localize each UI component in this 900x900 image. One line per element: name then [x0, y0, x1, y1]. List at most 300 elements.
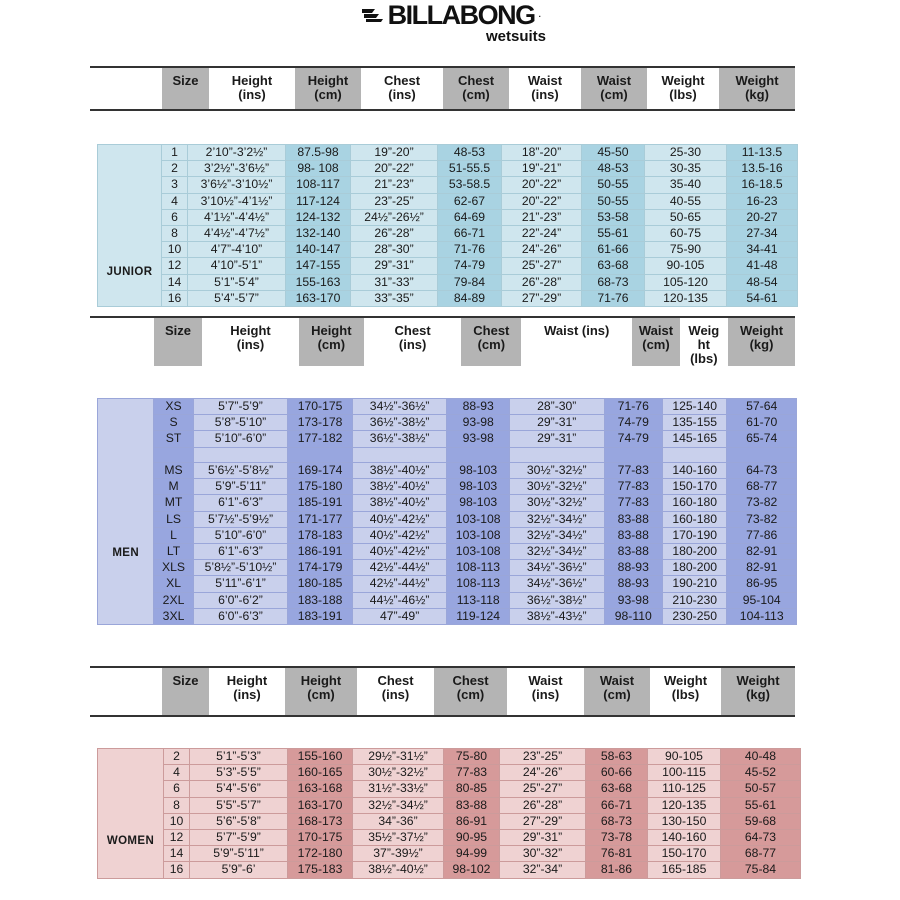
table-cell: 6’0”-6’3”	[193, 608, 288, 624]
table-cell: 68-77	[727, 479, 797, 495]
column-header-text: (ins)	[531, 687, 560, 702]
table-cell: 5’6”-5’8”	[190, 813, 288, 829]
table-cell: 108-113	[447, 576, 509, 592]
table-cell: 34-41	[727, 242, 798, 258]
table-cell: 23”-25”	[351, 193, 438, 209]
table-cell: 59-68	[721, 813, 801, 829]
table-cell: 53-58	[582, 209, 645, 225]
table-cell: 163-170	[286, 290, 351, 306]
table-cell: 165-185	[648, 862, 721, 878]
table-cell: 79-84	[438, 274, 502, 290]
table-cell: 48-53	[582, 161, 645, 177]
size-cell: XS	[154, 399, 193, 415]
column-header	[364, 318, 462, 366]
size-cell: 2	[162, 161, 188, 177]
table-cell: 55-61	[721, 797, 801, 813]
column-header	[521, 318, 632, 366]
table-cell: 77-83	[444, 765, 500, 781]
table-cell: 57-64	[727, 399, 797, 415]
table-cell: 13.5-16	[727, 161, 798, 177]
table-cell: 178-183	[288, 527, 352, 543]
table-cell: 18”-20”	[502, 145, 582, 161]
table-cell: 34”-36”	[353, 813, 444, 829]
table-cell: 68-73	[586, 813, 648, 829]
column-header	[299, 318, 364, 366]
column-header-text: (cm)	[477, 337, 506, 352]
table-cell: 180-200	[662, 560, 726, 576]
column-header	[632, 318, 679, 366]
table-cell: 26”-28”	[351, 226, 438, 242]
size-cell: 8	[162, 226, 188, 242]
column-header	[581, 68, 647, 109]
table-row	[98, 830, 801, 846]
table-cell: 100-115	[648, 765, 721, 781]
table-cell: 77-83	[604, 479, 662, 495]
size-cell: 3XL	[154, 608, 193, 624]
column-header	[461, 318, 521, 366]
table-cell: 16-18.5	[727, 177, 798, 193]
column-header-text: Size	[172, 673, 199, 688]
table-row	[98, 813, 801, 829]
table-cell: 37”-39½”	[353, 846, 444, 862]
column-header	[361, 68, 443, 109]
group-label: JUNIOR	[98, 145, 162, 307]
column-header	[162, 68, 209, 109]
table-cell: 98- 108	[286, 161, 351, 177]
column-header-text: Waist	[527, 73, 563, 88]
table-cell: 66-71	[586, 797, 648, 813]
column-header-text: (cm)	[456, 687, 485, 702]
table-cell: 90-95	[444, 830, 500, 846]
column-header-text: Size	[172, 73, 199, 88]
table-cell: 36½”-38½”	[509, 592, 604, 608]
table-cell: 35½”-37½”	[353, 830, 444, 846]
table-cell: 104-113	[727, 608, 797, 624]
table-cell: 119-124	[447, 608, 509, 624]
table-cell: 87.5-98	[286, 145, 351, 161]
column-header-text: Weig	[688, 323, 720, 338]
table-cell: 160-180	[662, 495, 726, 511]
table-cell: 65-74	[727, 431, 797, 447]
brand-registered: .	[538, 10, 540, 19]
men-header	[90, 316, 795, 366]
table-cell: 125-140	[662, 399, 726, 415]
size-cell	[154, 447, 193, 462]
table-cell: 2’10”-3’2½”	[188, 145, 286, 161]
table-cell: 98-103	[447, 479, 509, 495]
table-row	[98, 274, 798, 290]
table-cell: 83-88	[444, 797, 500, 813]
table-row	[98, 781, 801, 797]
table-cell: 5’3”-5’5”	[190, 765, 288, 781]
column-header-text: Chest	[457, 73, 495, 88]
table-cell: 30½”-32½”	[509, 479, 604, 495]
column-header-text: Height	[226, 673, 268, 688]
table-row	[98, 290, 798, 306]
table-cell: 50-55	[582, 193, 645, 209]
table-cell	[288, 447, 352, 462]
column-header	[680, 318, 728, 366]
table-cell: 20-27	[727, 209, 798, 225]
table-row	[98, 479, 797, 495]
size-cell: 10	[164, 813, 190, 829]
table-cell	[662, 447, 726, 462]
table-cell: 29”-31”	[351, 258, 438, 274]
table-cell: 5’5”-5’7”	[190, 797, 288, 813]
table-cell: 105-120	[645, 274, 727, 290]
table-cell: 140-160	[662, 463, 726, 479]
table-cell: 42½”-44½”	[352, 560, 447, 576]
table-cell: 190-210	[662, 576, 726, 592]
table-cell: 35-40	[645, 177, 727, 193]
table-cell: 108-117	[286, 177, 351, 193]
table-cell: 21”-23”	[502, 209, 582, 225]
table-cell: 124-132	[286, 209, 351, 225]
table-cell: 33”-35”	[351, 290, 438, 306]
table-cell: 22”-24”	[502, 226, 582, 242]
table-cell: 171-177	[288, 511, 352, 527]
table-cell: 74-79	[438, 258, 502, 274]
table-cell: 5’1”-5’3”	[190, 749, 288, 765]
table-cell: 63-68	[582, 258, 645, 274]
table-cell: 75-84	[721, 862, 801, 878]
table-cell: 71-76	[604, 399, 662, 415]
size-cell: 14	[162, 274, 188, 290]
table-cell: 130-150	[648, 813, 721, 829]
table-cell: 34½”-36½”	[509, 576, 604, 592]
size-cell: 2XL	[154, 592, 193, 608]
table-cell: 93-98	[604, 592, 662, 608]
column-header	[507, 668, 584, 715]
table-row	[98, 258, 798, 274]
size-cell: 4	[162, 193, 188, 209]
table-cell: 83-88	[604, 511, 662, 527]
table-cell: 38½”-40½”	[352, 463, 447, 479]
table-cell: 80-85	[444, 781, 500, 797]
table-cell: 168-173	[288, 813, 353, 829]
table-cell: 44½”-46½”	[352, 592, 447, 608]
table-cell: 20”-22”	[502, 193, 582, 209]
table-cell	[193, 447, 288, 462]
table-cell: 163-168	[288, 781, 353, 797]
column-header-text: (lbs)	[690, 351, 718, 366]
table-cell: 88-93	[604, 560, 662, 576]
column-header-text: (cm)	[600, 87, 628, 102]
table-cell: 98-103	[447, 495, 509, 511]
table-row	[98, 463, 797, 479]
size-cell: 6	[162, 209, 188, 225]
table-cell: 53-58.5	[438, 177, 502, 193]
table-cell: 86-91	[444, 813, 500, 829]
table-cell: 32½”-34½”	[509, 527, 604, 543]
table-cell: 77-83	[604, 495, 662, 511]
table-cell: 135-155	[662, 415, 726, 431]
table-cell: 175-180	[288, 479, 352, 495]
table-cell: 175-183	[288, 862, 353, 878]
table-cell: 61-66	[582, 242, 645, 258]
table-cell: 51-55.5	[438, 161, 502, 177]
size-cell: L	[154, 527, 193, 543]
header-spacer	[90, 318, 154, 366]
table-cell: 73-82	[727, 495, 797, 511]
column-header-text: (ins)	[381, 687, 410, 702]
table-cell: 34½”-36½”	[352, 399, 447, 415]
table-cell: 40-55	[645, 193, 727, 209]
column-header-text: (cm)	[462, 87, 490, 102]
table-cell	[447, 447, 509, 462]
table-row	[98, 846, 801, 862]
size-cell: MS	[154, 463, 193, 479]
size-cell: XLS	[154, 560, 193, 576]
table-cell: 93-98	[447, 431, 509, 447]
table-cell: 186-191	[288, 544, 352, 560]
table-cell: 20”-22”	[502, 177, 582, 193]
table-cell: 113-118	[447, 592, 509, 608]
column-header-text: Height	[300, 673, 342, 688]
size-cell: 12	[162, 258, 188, 274]
column-header-text: (ins)	[233, 687, 261, 702]
table-cell: 63-68	[586, 781, 648, 797]
column-header-text: Size	[164, 323, 191, 338]
table-cell: 54-61	[727, 290, 798, 306]
table-cell: 150-170	[662, 479, 726, 495]
table-cell: 28”-30”	[509, 399, 604, 415]
table-cell: 74-79	[604, 431, 662, 447]
table-cell: 38½”-40½”	[352, 479, 447, 495]
table-cell: 30½”-32½”	[353, 765, 444, 781]
table-cell: 3’6½”-3’10½”	[188, 177, 286, 193]
table-cell: 45-50	[582, 145, 645, 161]
table-cell: 4’7”-4’10”	[188, 242, 286, 258]
column-header-text: Waist	[528, 673, 563, 688]
table-cell: 30”-32”	[500, 846, 586, 862]
table-cell: 5’8½”-5’10½”	[193, 560, 288, 576]
table-cell: 3’10½”-4’1½”	[188, 193, 286, 209]
table-cell: 117-124	[286, 193, 351, 209]
column-header	[721, 668, 795, 715]
table-cell: 68-73	[582, 274, 645, 290]
table-cell: 73-78	[586, 830, 648, 846]
table-cell: 38½”-40½”	[353, 862, 444, 878]
size-cell: ST	[154, 431, 193, 447]
table-cell: 40½”-42½”	[352, 527, 447, 543]
column-header-text: (ins)	[531, 87, 559, 102]
column-header-text: (lbs)	[671, 687, 700, 702]
size-cell: 10	[162, 242, 188, 258]
column-header	[209, 68, 295, 109]
table-row	[98, 527, 797, 543]
column-header	[162, 668, 209, 715]
table-cell: 29½”-31½”	[353, 749, 444, 765]
table-cell: 36½”-38½”	[352, 415, 447, 431]
table-cell: 40½”-42½”	[352, 511, 447, 527]
table-cell: 160-180	[662, 511, 726, 527]
table-cell: 90-105	[648, 749, 721, 765]
brand-name: BILLABONG	[387, 0, 535, 30]
table-cell: 55-61	[582, 226, 645, 242]
column-header-text: Waist	[599, 673, 635, 688]
table-cell: 93-98	[447, 415, 509, 431]
table-row	[98, 495, 797, 511]
table-cell: 16-23	[727, 193, 798, 209]
column-header	[443, 68, 509, 109]
table-cell: 155-163	[286, 274, 351, 290]
table-cell	[604, 447, 662, 462]
table-cell: 160-165	[288, 765, 353, 781]
table-cell: 86-95	[727, 576, 797, 592]
table-row	[98, 209, 798, 225]
table-cell: 90-105	[645, 258, 727, 274]
table-cell: 41-48	[727, 258, 798, 274]
table-cell: 83-88	[604, 544, 662, 560]
table-cell: 98-110	[604, 608, 662, 624]
table-cell: 27”-29”	[500, 813, 586, 829]
table-cell: 108-113	[447, 560, 509, 576]
table-row	[98, 177, 798, 193]
table-cell: 155-160	[288, 749, 353, 765]
table-cell: 174-179	[288, 560, 352, 576]
table-row	[98, 145, 798, 161]
table-row	[98, 447, 797, 462]
table-cell: 5’9”-5’11”	[193, 479, 288, 495]
table-cell: 28”-30”	[351, 242, 438, 258]
table-cell: 24”-26”	[500, 765, 586, 781]
table-cell: 31”-33”	[351, 274, 438, 290]
table-cell: 98-103	[447, 463, 509, 479]
size-cell: 14	[164, 846, 190, 862]
column-header-text: Weight	[735, 73, 779, 88]
table-cell: 66-71	[438, 226, 502, 242]
table-row	[98, 560, 797, 576]
women-header	[90, 666, 795, 717]
table-cell: 48-53	[438, 145, 502, 161]
column-header-text: (ins)	[236, 337, 265, 352]
table-cell: 60-66	[586, 765, 648, 781]
table-cell: 42½”-44½”	[352, 576, 447, 592]
table-cell: 45-52	[721, 765, 801, 781]
column-header-text: Weight	[739, 323, 784, 338]
table-cell: 74-79	[604, 415, 662, 431]
table-cell: 5’6½”-5’8½”	[193, 463, 288, 479]
table-cell: 4’1½”-4’4½”	[188, 209, 286, 225]
size-cell: 16	[162, 290, 188, 306]
table-cell: 5’1”-5’4”	[188, 274, 286, 290]
table-cell: 75-90	[645, 242, 727, 258]
table-cell: 29”-31”	[509, 431, 604, 447]
column-header-text: (cm)	[317, 337, 346, 352]
table-cell: 30½”-32½”	[509, 463, 604, 479]
column-header-text: Chest	[473, 323, 510, 338]
table-cell: 180-185	[288, 576, 352, 592]
table-cell: 38½”-43½”	[509, 608, 604, 624]
column-header	[650, 668, 721, 715]
table-cell: 50-57	[721, 781, 801, 797]
table-cell: 40½”-42½”	[352, 544, 447, 560]
size-cell: 6	[164, 781, 190, 797]
table-cell: 173-178	[288, 415, 352, 431]
table-cell: 25”-27”	[500, 781, 586, 797]
column-header-text: (cm)	[603, 687, 631, 702]
table-cell: 5’4”-5’7”	[188, 290, 286, 306]
column-header	[295, 68, 361, 109]
table-cell: 103-108	[447, 511, 509, 527]
table-cell: 95-104	[727, 592, 797, 608]
table-cell: 5’7”-5’9”	[193, 399, 288, 415]
table-row	[98, 226, 798, 242]
table-cell: 76-81	[586, 846, 648, 862]
column-header-text: Chest	[383, 73, 421, 88]
table-row	[98, 431, 797, 447]
table-cell: 21”-23”	[351, 177, 438, 193]
table-cell: 24½”-26½”	[351, 209, 438, 225]
table-cell: 172-180	[288, 846, 353, 862]
table-cell: 25-30	[645, 145, 727, 161]
table-cell: 5’10”-6’0”	[193, 431, 288, 447]
table-cell: 5’4”-5’6”	[190, 781, 288, 797]
table-cell: 77-83	[604, 463, 662, 479]
column-header-text: Weight	[661, 73, 705, 88]
column-header	[434, 668, 507, 715]
size-cell: LT	[154, 544, 193, 560]
table-cell: 48-54	[727, 274, 798, 290]
table-cell: 84-89	[438, 290, 502, 306]
table-cell: 180-200	[662, 544, 726, 560]
column-header	[202, 318, 299, 366]
table-row	[98, 193, 798, 209]
table-row	[98, 576, 797, 592]
table-cell: 64-69	[438, 209, 502, 225]
column-header	[728, 318, 795, 366]
size-cell: 4	[164, 765, 190, 781]
group-label: MEN	[98, 399, 154, 625]
table-cell: 68-77	[721, 846, 801, 862]
column-header-text: Chest	[377, 673, 414, 688]
size-cell: 1	[162, 145, 188, 161]
column-header	[285, 668, 357, 715]
table-cell: 24”-26”	[502, 242, 582, 258]
table-cell: 230-250	[662, 608, 726, 624]
table-row	[98, 592, 797, 608]
table-row	[98, 765, 801, 781]
column-header	[154, 318, 202, 366]
table-cell: 58-63	[586, 749, 648, 765]
table-cell: 29”-31”	[509, 415, 604, 431]
table-cell: 177-182	[288, 431, 352, 447]
table-cell: 103-108	[447, 544, 509, 560]
table-cell: 50-65	[645, 209, 727, 225]
column-header-text: ht	[697, 337, 710, 352]
column-header	[647, 68, 719, 109]
table-row	[98, 161, 798, 177]
column-header-text: (lbs)	[669, 87, 697, 102]
table-cell: 71-76	[438, 242, 502, 258]
size-cell: 16	[164, 862, 190, 878]
column-header-text: (cm)	[642, 337, 670, 352]
column-header-text: Weight	[663, 673, 708, 688]
table-cell: 150-170	[648, 846, 721, 862]
table-cell: 98-102	[444, 862, 500, 878]
table-cell: 140-147	[286, 242, 351, 258]
table-cell: 30-35	[645, 161, 727, 177]
column-header	[209, 668, 285, 715]
table-cell: 83-88	[604, 527, 662, 543]
column-header-text: (ins)	[398, 337, 427, 352]
size-cell: 12	[164, 830, 190, 846]
table-cell: 50-55	[582, 177, 645, 193]
table-cell: 60-75	[645, 226, 727, 242]
junior-header	[90, 66, 795, 111]
table-cell: 5’7”-5’9”	[190, 830, 288, 846]
